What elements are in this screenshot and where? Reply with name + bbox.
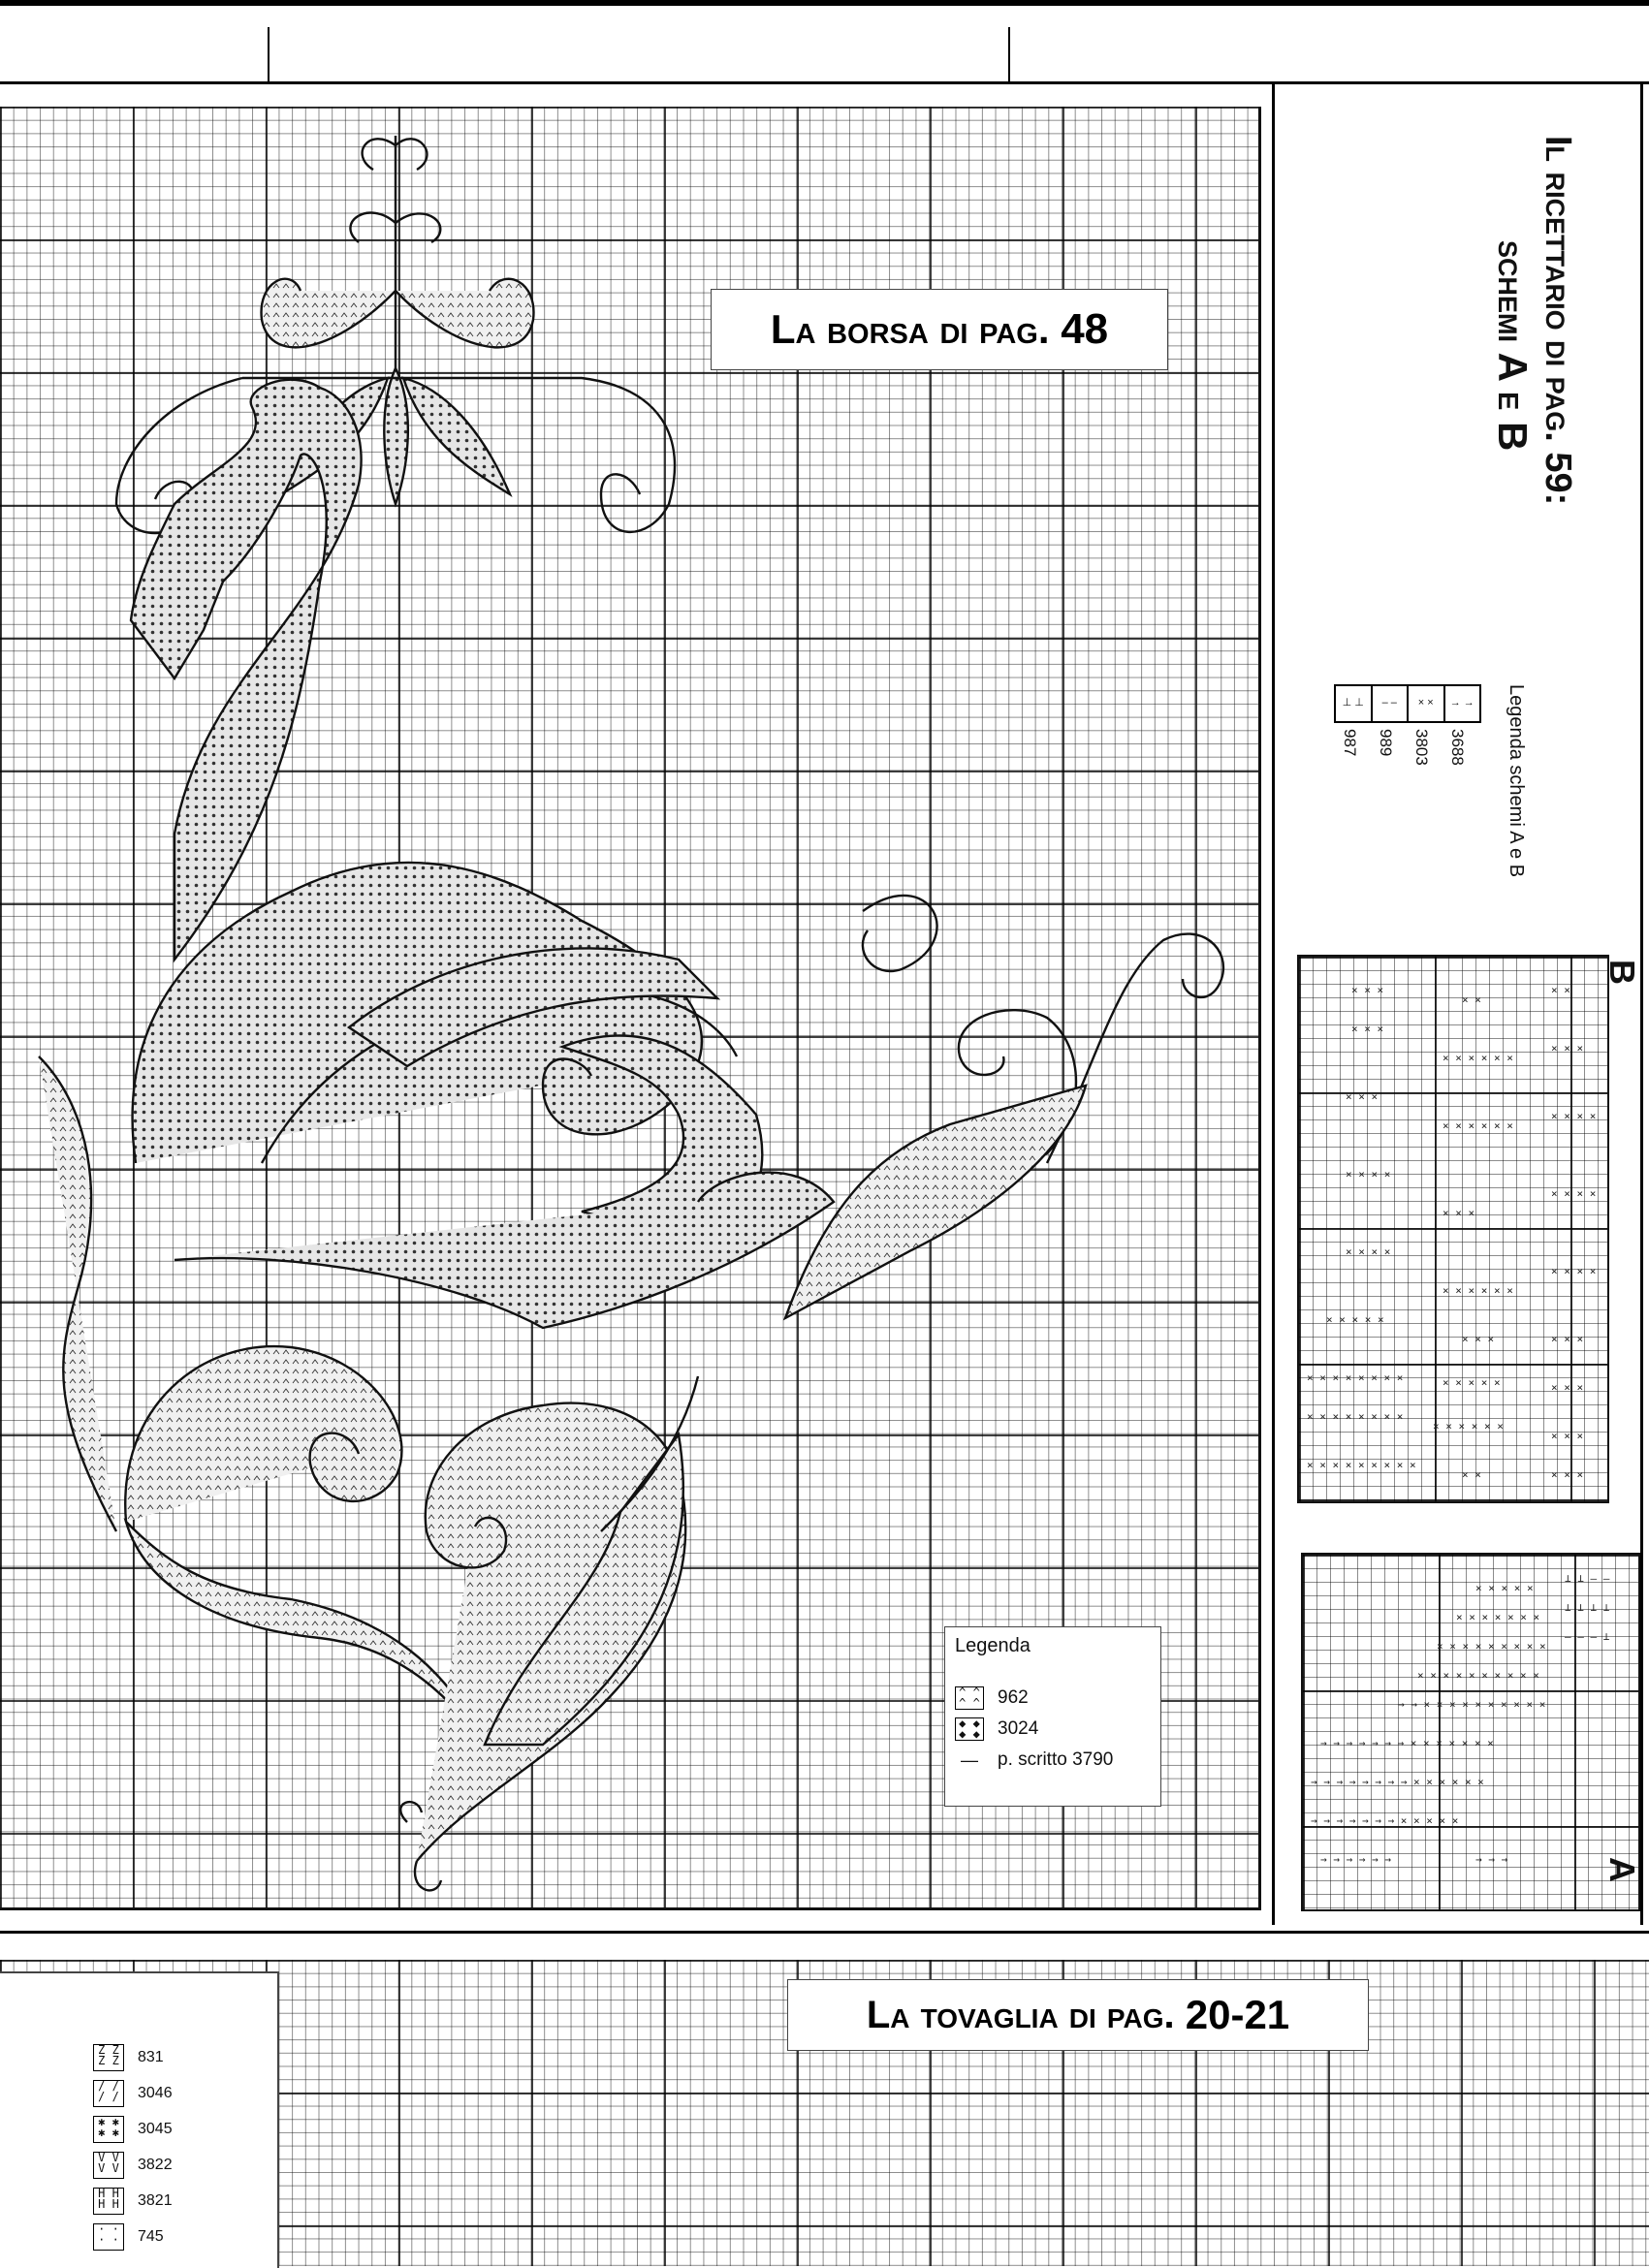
symbol-slash: / / / /: [93, 2080, 124, 2107]
svg-text:× × ×: × × ×: [1551, 1468, 1584, 1481]
legend-item-3024: [955, 1717, 1113, 1742]
chart-a-label: A: [1602, 1857, 1642, 1882]
bottom-title-number: 20-21: [1185, 1992, 1290, 2037]
symbol-star: ✱ ✱ ✱ ✱: [93, 2116, 124, 2143]
svg-text:→ → → → → → → × × × × ×: → → → → → → → × × × × ×: [1311, 1814, 1459, 1827]
svg-text:→ → → → → →: → → → → → →: [1320, 1853, 1391, 1866]
swatch-987: ⊥ ⊥: [1336, 686, 1373, 721]
svg-text:× × ×: × × ×: [1346, 1090, 1379, 1103]
header-divider-left: [268, 27, 270, 83]
symbol-z: Z Z Z Z: [93, 2044, 124, 2071]
legend-heading: Legenda: [955, 1635, 1031, 1656]
section-separator: [0, 1931, 1649, 1934]
svg-text:× × × ×: × × × ×: [1346, 1168, 1391, 1181]
swatch-3803: × ×: [1409, 686, 1445, 721]
legend-symbol-caret: ^ ^ ^ ^: [955, 1686, 984, 1710]
svg-text:× × ×: × × ×: [1462, 1333, 1495, 1345]
bottom-title-prefix: La tovaglia di pag.: [866, 1993, 1175, 2036]
side-legend-swatches: [1334, 684, 1481, 723]
main-chart-title: [711, 289, 1168, 370]
header-bottom-line: [0, 81, 1649, 84]
code: 745: [138, 2228, 164, 2245]
code-987: 987: [1341, 729, 1359, 757]
swatch-3688: → →: [1449, 697, 1475, 709]
bottom-legend-item-3822: [93, 2153, 173, 2178]
svg-text:× × ×: × × ×: [1551, 1042, 1584, 1055]
main-title-prefix: La borsa di pag.: [770, 306, 1050, 352]
bottom-legend-item-831: [93, 2045, 173, 2070]
svg-text:× × ×: × × ×: [1551, 1381, 1584, 1394]
top-border-line: [0, 0, 1649, 6]
side-panel-divider: [1272, 83, 1275, 1925]
chart-a-stitches: [1301, 1553, 1640, 1911]
code-3803: 3803: [1412, 729, 1431, 766]
bottom-legend-item-3045: [93, 2117, 173, 2142]
header-divider-right: [1008, 27, 1010, 83]
svg-text:× × ×: × × ×: [1551, 1430, 1584, 1442]
svg-text:× × × × × × × ×: × × × × × × × ×: [1307, 1371, 1404, 1384]
side-legend-heading: Legenda schemi A e B: [1506, 684, 1527, 878]
svg-text:× × × × × × × × ×: × × × × × × × × ×: [1307, 1459, 1416, 1471]
svg-text:× ×: × ×: [1462, 1468, 1481, 1481]
code: 3821: [138, 2192, 173, 2209]
side-panel-title-line1: [1537, 136, 1578, 505]
chart-b-label: B: [1602, 960, 1642, 985]
svg-text:× × × × × ×: × × × × × ×: [1443, 1119, 1513, 1132]
svg-text:→ → →: → → →: [1475, 1853, 1508, 1866]
svg-text:× × ×: × × ×: [1443, 1207, 1475, 1219]
svg-text:→ → → → → → → × × × × × × ×: → → → → → → → × × × × × × ×: [1320, 1737, 1494, 1749]
code-3688: 3688: [1448, 729, 1467, 766]
side-panel-edge: [1640, 83, 1643, 1925]
main-title-number: 48: [1061, 305, 1109, 353]
legend-code: 962: [998, 1687, 1029, 1708]
bottom-legend-item-745: [93, 2224, 173, 2250]
svg-text:× × × ×: × × × ×: [1551, 1265, 1597, 1277]
chart-b-stitches: [1297, 955, 1609, 1503]
svg-text:× × × × × × × ×: × × × × × × × ×: [1307, 1410, 1404, 1423]
svg-text:– – – ⊥: – – – ⊥: [1565, 1630, 1610, 1643]
svg-text:→ → → → → → → → × × × × × ×: → → → → → → → → × × × × × ×: [1311, 1776, 1484, 1788]
svg-text:× ×: × ×: [1551, 984, 1570, 996]
side-title-schemi: schemi: [1490, 240, 1531, 343]
svg-text:× × ×: × × ×: [1351, 984, 1384, 996]
bottom-legend-item-3046: [93, 2081, 173, 2106]
svg-text:× × × ×: × × × ×: [1551, 1110, 1597, 1122]
svg-text:× × × × × ×: × × × × × ×: [1443, 1052, 1513, 1064]
svg-text:× × × × ×: × × × × ×: [1443, 1376, 1501, 1389]
side-title-letters: A e B: [1490, 352, 1536, 452]
svg-text:× × × × × × ×: × × × × × × ×: [1456, 1611, 1540, 1623]
svg-text:× × × × × ×: × × × × × ×: [1443, 1284, 1513, 1297]
legend-code: p. scritto 3790: [998, 1749, 1114, 1770]
svg-text:⊥ ⊥ – –: ⊥ ⊥ – –: [1565, 1572, 1610, 1585]
svg-text:× × × × × × × × ×: × × × × × × × × ×: [1437, 1640, 1546, 1653]
bottom-chart-title: [787, 1979, 1369, 2051]
code-989: 989: [1377, 729, 1395, 757]
legend-symbol-line: —: [961, 1749, 978, 1770]
bottom-legend-panel: [0, 1971, 279, 2268]
svg-text:× × × ×: × × × ×: [1346, 1245, 1391, 1258]
symbol-v: V V V V: [93, 2152, 124, 2179]
legend-item-962: [955, 1685, 1113, 1711]
legend-symbol-diamond: ◆ ◆ ◆ ◆: [955, 1717, 984, 1741]
svg-text:× ×: × ×: [1462, 993, 1481, 1006]
svg-text:× × × × ×: × × × × ×: [1475, 1582, 1534, 1594]
swatch-989: – –: [1373, 686, 1410, 721]
legend-item-backstitch: [955, 1748, 1113, 1773]
code: 831: [138, 2049, 164, 2065]
side-title-prefix: Il ricettario di pag.: [1538, 136, 1578, 442]
code: 3046: [138, 2085, 173, 2101]
svg-text:→ → × × × × × × × × × ×: → → × × × × × × × × × ×: [1398, 1698, 1546, 1711]
symbol-dots: · · · ·: [93, 2223, 124, 2251]
svg-text:× × × × × × × × × ×: × × × × × × × × × ×: [1417, 1669, 1539, 1682]
code: 3822: [138, 2157, 173, 2173]
code: 3045: [138, 2121, 173, 2137]
svg-text:× × ×: × × ×: [1551, 1333, 1584, 1345]
side-legend: [1334, 684, 1479, 791]
bottom-legend-item-3821: [93, 2189, 173, 2214]
main-chart-legend: [944, 1626, 1161, 1807]
svg-text:× × × ×: × × × ×: [1551, 1187, 1597, 1200]
svg-text:× × × × × ×: × × × × × ×: [1433, 1420, 1504, 1433]
svg-text:× × ×: × × ×: [1351, 1023, 1384, 1035]
svg-text:× × × × ×: × × × × ×: [1326, 1313, 1384, 1326]
side-panel-title-line2: [1489, 240, 1536, 451]
side-title-number: 59:: [1538, 452, 1578, 506]
symbol-h: H H H H: [93, 2188, 124, 2215]
svg-text:⊥ ⊥ ⊥ ⊥: ⊥ ⊥ ⊥ ⊥: [1565, 1601, 1610, 1614]
legend-code: 3024: [998, 1718, 1039, 1739]
